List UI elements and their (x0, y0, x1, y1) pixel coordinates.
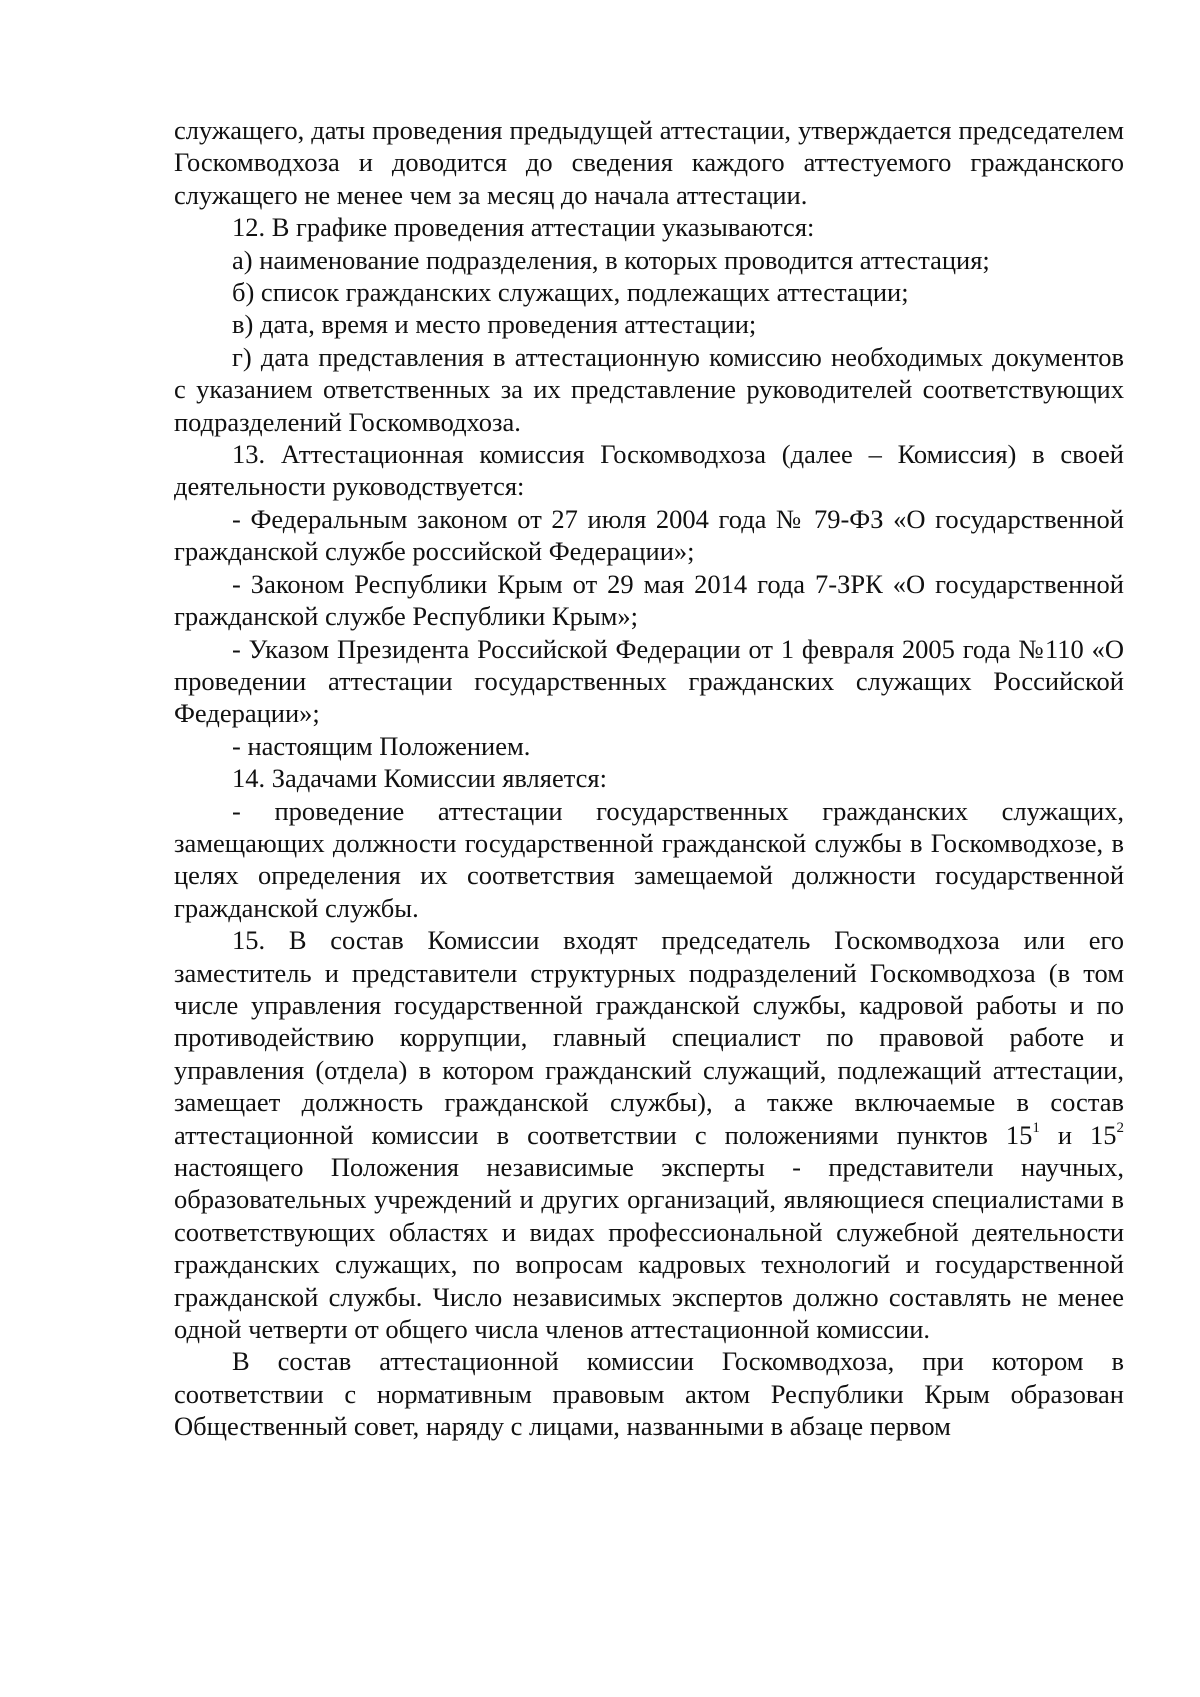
clause-12-item-g: г) дата представления в аттестационную комиссию необходимых документов с указанием ответственных за их представление руководителей соответствующих подразделений Госкомводхоза. (174, 341, 1124, 437)
clause-15 (174, 924, 1124, 1345)
clause-14-intro: 14. Задачами Комиссии является: (232, 763, 607, 794)
clause-15-text-part3: настоящего Положения независимые эксперты - представители научных, образовательных учреждений и других организаций, являющиеся специалистами в соответствующих областях и видах профессиональной служебной деятельности гражданских служащих, по вопросам кадровых технологий и государственной гражданской службы. Число независимых экспертов должно составлять не менее одной четверти от общего числа членов аттестационной комиссии. (174, 1152, 1124, 1345)
clause-12-item-v: в) дата, время и место проведения аттестации; (232, 309, 757, 340)
document-page (174, 114, 1124, 1443)
clause-15-next-paragraph: В состав аттестационной комиссии Госкомводхоза, при котором в соответствии с нормативным правовым актом Республики Крым образован Общественный совет, наряду с лицами, названными в абзаце первом (174, 1346, 1124, 1442)
clause-12-intro: 12. В графике проведения аттестации указываются: (232, 212, 815, 243)
clause-13-item-regulation: - настоящим Положением. (232, 730, 531, 761)
clause-13-item-crimea-law: - Законом Республики Крым от 29 мая 2014 года 7-ЗРК «О государственной гражданской службе Республики Крым»; (174, 568, 1124, 632)
continuation-paragraph: служащего, даты проведения предыдущей аттестации, утверждается председателем Госкомводхоза и доводится до сведения каждого аттестуемого гражданского служащего не менее чем за месяц до начала аттестации. (174, 115, 1124, 210)
clause-13-intro: 13. Аттестационная комиссия Госкомводхоза (далее – Комиссия) в своей деятельности руководствуется: (174, 439, 1124, 502)
clause-15-text-part2: и 15 (1039, 1119, 1117, 1150)
superscript-2: 2 (1116, 1119, 1124, 1136)
clause-13-item-decree: - Указом Президента Российской Федерации от 1 февраля 2005 года №110 «О проведении аттестации государственных гражданских служащих Российской Федерации»; (174, 633, 1124, 729)
clause-15-text-part1: 15. В состав Комиссии входят председатель Госкомводхоза или его заместитель и представители структурных подразделений Госкомводхоза (в том числе управления государственной гражданской службы, кадровой работы и по противодействию коррупции, главный специалист по правовой работе и управления (отдела) в котором гражданский служащий, подлежащий аттестации, замещает должность гражданской службы), а также включаемые в состав аттестационной комиссии в соответствии с положениями пунктов 15 (174, 925, 1124, 1150)
clause-13-item-federal-law: - Федеральным законом от 27 июля 2004 года № 79-ФЗ «О государственной гражданской службе российской Федерации»; (174, 503, 1124, 567)
superscript-1: 1 (1032, 1119, 1040, 1136)
clause-12-item-a: а) наименование подразделения, в которых проводится аттестация; (232, 244, 990, 275)
clause-14-item: - проведение аттестации государственных гражданских служащих, замещающих должности государственной гражданской службы в Госкомводхозе, в целях определения их соответствия замещаемой должности государственной гражданской службы. (174, 795, 1124, 923)
clause-12-item-b: б) список гражданских служащих, подлежащих аттестации; (232, 277, 909, 308)
